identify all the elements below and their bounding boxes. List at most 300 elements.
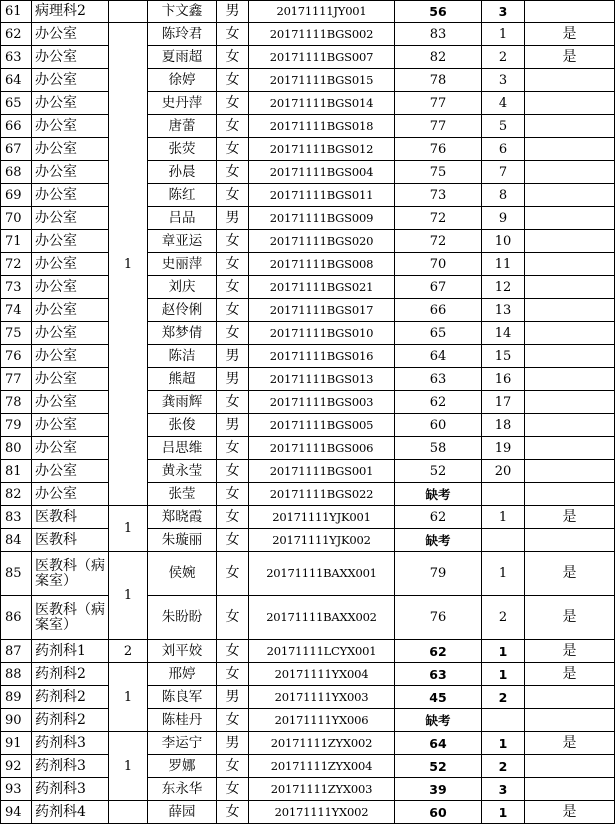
- rank-cell: 12: [482, 276, 525, 299]
- score-cell: 缺考: [395, 483, 482, 506]
- row-number-cell: 89: [1, 686, 32, 709]
- table-row: [1, 709, 615, 732]
- department-cell: 办公室: [32, 207, 109, 230]
- name-cell: 章亚运: [148, 230, 217, 253]
- exam-id-cell: 20171111LCYX001: [249, 640, 395, 663]
- row-number-cell: 83: [1, 506, 32, 529]
- exam-id-cell: 20171111YJK002: [249, 529, 395, 552]
- table-row: [1, 460, 615, 483]
- interview-mark-cell: 是: [525, 663, 615, 686]
- row-number-cell: 94: [1, 801, 32, 824]
- department-cell: 办公室: [32, 184, 109, 207]
- row-number-cell: 66: [1, 115, 32, 138]
- department-cell: 办公室: [32, 115, 109, 138]
- rank-cell: 2: [482, 755, 525, 778]
- department-cell: 医教科（病案室）: [32, 596, 109, 640]
- row-number-cell: 80: [1, 437, 32, 460]
- rank-cell: 1: [482, 506, 525, 529]
- interview-mark-cell: 是: [525, 640, 615, 663]
- score-cell: 60: [395, 414, 482, 437]
- table-row: [1, 529, 615, 552]
- rank-cell: 14: [482, 322, 525, 345]
- gender-cell: 女: [217, 115, 249, 138]
- gender-cell: 女: [217, 69, 249, 92]
- exam-id-cell: 20171111YX004: [249, 663, 395, 686]
- department-cell: 办公室: [32, 230, 109, 253]
- score-cell: 79: [395, 552, 482, 596]
- rank-cell: 16: [482, 368, 525, 391]
- gender-cell: 女: [217, 161, 249, 184]
- rank-cell: 3: [482, 778, 525, 801]
- name-cell: 吕品: [148, 207, 217, 230]
- interview-mark-cell: [525, 115, 615, 138]
- name-cell: 卞文鑫: [148, 1, 217, 23]
- exam-id-cell: 20171111BGS022: [249, 483, 395, 506]
- gender-cell: 女: [217, 276, 249, 299]
- quota-cell: 1: [109, 732, 148, 801]
- rank-cell: 1: [482, 663, 525, 686]
- row-number-cell: 90: [1, 709, 32, 732]
- name-cell: 张荧: [148, 138, 217, 161]
- interview-mark-cell: [525, 755, 615, 778]
- interview-mark-cell: 是: [525, 552, 615, 596]
- score-cell: 39: [395, 778, 482, 801]
- exam-id-cell: 20171111BGS020: [249, 230, 395, 253]
- row-number-cell: 67: [1, 138, 32, 161]
- rank-cell: 2: [482, 596, 525, 640]
- table-row: [1, 506, 615, 529]
- score-cell: 78: [395, 69, 482, 92]
- rank-cell: 18: [482, 414, 525, 437]
- table-row: [1, 138, 615, 161]
- department-cell: 药剂科1: [32, 640, 109, 663]
- row-number-cell: 85: [1, 552, 32, 596]
- score-cell: 62: [395, 391, 482, 414]
- rank-cell: 8: [482, 184, 525, 207]
- row-number-cell: 84: [1, 529, 32, 552]
- name-cell: 徐婷: [148, 69, 217, 92]
- interview-mark-cell: 是: [525, 506, 615, 529]
- gender-cell: 女: [217, 322, 249, 345]
- exam-id-cell: 20171111BGS009: [249, 207, 395, 230]
- score-cell: 75: [395, 161, 482, 184]
- row-number-cell: 74: [1, 299, 32, 322]
- interview-mark-cell: [525, 69, 615, 92]
- name-cell: 陈红: [148, 184, 217, 207]
- gender-cell: 女: [217, 230, 249, 253]
- table-row: [1, 640, 615, 663]
- department-cell: 病理科2: [32, 1, 109, 23]
- score-cell: 77: [395, 115, 482, 138]
- score-cell: 60: [395, 801, 482, 824]
- name-cell: 朱璇丽: [148, 529, 217, 552]
- rank-cell: 17: [482, 391, 525, 414]
- interview-mark-cell: [525, 1, 615, 23]
- rank-cell: 13: [482, 299, 525, 322]
- interview-mark-cell: 是: [525, 23, 615, 46]
- gender-cell: 女: [217, 437, 249, 460]
- name-cell: 罗娜: [148, 755, 217, 778]
- department-cell: 办公室: [32, 253, 109, 276]
- department-cell: 药剂科2: [32, 709, 109, 732]
- score-cell: 76: [395, 596, 482, 640]
- row-number-cell: 73: [1, 276, 32, 299]
- score-cell: 73: [395, 184, 482, 207]
- department-cell: 药剂科3: [32, 732, 109, 755]
- department-cell: 办公室: [32, 483, 109, 506]
- table-row: [1, 345, 615, 368]
- quota-cell: 1: [109, 663, 148, 732]
- department-cell: 医教科: [32, 529, 109, 552]
- interview-mark-cell: [525, 368, 615, 391]
- department-cell: 办公室: [32, 345, 109, 368]
- name-cell: 夏雨超: [148, 46, 217, 69]
- score-cell: 63: [395, 368, 482, 391]
- gender-cell: 女: [217, 23, 249, 46]
- rank-cell: 3: [482, 1, 525, 23]
- table-row: [1, 778, 615, 801]
- interview-mark-cell: 是: [525, 596, 615, 640]
- exam-id-cell: 20171111YX006: [249, 709, 395, 732]
- gender-cell: 女: [217, 640, 249, 663]
- score-cell: 58: [395, 437, 482, 460]
- exam-id-cell: 20171111YJK001: [249, 506, 395, 529]
- department-cell: 办公室: [32, 138, 109, 161]
- interview-mark-cell: [525, 253, 615, 276]
- gender-cell: 男: [217, 368, 249, 391]
- score-cell: 56: [395, 1, 482, 23]
- name-cell: 陈桂丹: [148, 709, 217, 732]
- gender-cell: 女: [217, 184, 249, 207]
- interview-mark-cell: [525, 778, 615, 801]
- rank-cell: 9: [482, 207, 525, 230]
- interview-mark-cell: [525, 207, 615, 230]
- department-cell: 办公室: [32, 437, 109, 460]
- table-row: [1, 552, 615, 596]
- table-row: [1, 92, 615, 115]
- gender-cell: 女: [217, 663, 249, 686]
- gender-cell: 女: [217, 755, 249, 778]
- gender-cell: 女: [217, 253, 249, 276]
- interview-mark-cell: [525, 322, 615, 345]
- exam-id-cell: 20171111ZYX003: [249, 778, 395, 801]
- name-cell: 史丹萍: [148, 92, 217, 115]
- rank-cell: [482, 709, 525, 732]
- score-cell: 83: [395, 23, 482, 46]
- interview-mark-cell: [525, 414, 615, 437]
- name-cell: 孙晨: [148, 161, 217, 184]
- score-cell: 82: [395, 46, 482, 69]
- row-number-cell: 68: [1, 161, 32, 184]
- row-number-cell: 69: [1, 184, 32, 207]
- row-number-cell: 62: [1, 23, 32, 46]
- name-cell: 唐蕾: [148, 115, 217, 138]
- quota-cell: 1: [109, 23, 148, 506]
- name-cell: 李运宁: [148, 732, 217, 755]
- exam-id-cell: 20171111BAXX001: [249, 552, 395, 596]
- table-row: [1, 184, 615, 207]
- score-cell: 72: [395, 207, 482, 230]
- table-row: [1, 414, 615, 437]
- score-cell: 65: [395, 322, 482, 345]
- quota-cell: 1: [109, 552, 148, 640]
- exam-id-cell: 20171111YX002: [249, 801, 395, 824]
- department-cell: 办公室: [32, 322, 109, 345]
- rank-cell: 6: [482, 138, 525, 161]
- score-cell: 缺考: [395, 709, 482, 732]
- gender-cell: 女: [217, 801, 249, 824]
- rank-cell: 1: [482, 23, 525, 46]
- row-number-cell: 86: [1, 596, 32, 640]
- exam-id-cell: 20171111BGS017: [249, 299, 395, 322]
- exam-id-cell: 20171111BGS004: [249, 161, 395, 184]
- gender-cell: 女: [217, 391, 249, 414]
- table-row: [1, 161, 615, 184]
- table-row: [1, 732, 615, 755]
- interview-mark-cell: [525, 483, 615, 506]
- rank-cell: 11: [482, 253, 525, 276]
- name-cell: 陈玲君: [148, 23, 217, 46]
- table-row: [1, 596, 615, 640]
- gender-cell: 男: [217, 1, 249, 23]
- gender-cell: 女: [217, 709, 249, 732]
- row-number-cell: 75: [1, 322, 32, 345]
- exam-id-cell: 20171111BGS001: [249, 460, 395, 483]
- table-row: [1, 276, 615, 299]
- department-cell: 办公室: [32, 414, 109, 437]
- rank-cell: 4: [482, 92, 525, 115]
- gender-cell: 女: [217, 529, 249, 552]
- interview-mark-cell: 是: [525, 801, 615, 824]
- exam-id-cell: 20171111BGS008: [249, 253, 395, 276]
- department-cell: 办公室: [32, 161, 109, 184]
- row-number-cell: 77: [1, 368, 32, 391]
- name-cell: 熊超: [148, 368, 217, 391]
- gender-cell: 男: [217, 207, 249, 230]
- department-cell: 药剂科3: [32, 755, 109, 778]
- table-row: [1, 686, 615, 709]
- table-row: [1, 368, 615, 391]
- exam-id-cell: 20171111BGS013: [249, 368, 395, 391]
- name-cell: 史丽萍: [148, 253, 217, 276]
- score-cell: 52: [395, 755, 482, 778]
- score-cell: 64: [395, 345, 482, 368]
- department-cell: 办公室: [32, 460, 109, 483]
- exam-id-cell: 20171111BGS006: [249, 437, 395, 460]
- row-number-cell: 65: [1, 92, 32, 115]
- rank-cell: [482, 483, 525, 506]
- rank-cell: 1: [482, 732, 525, 755]
- rank-cell: [482, 529, 525, 552]
- table-row: [1, 69, 615, 92]
- row-number-cell: 64: [1, 69, 32, 92]
- gender-cell: 女: [217, 138, 249, 161]
- rank-cell: 2: [482, 686, 525, 709]
- name-cell: 陈良军: [148, 686, 217, 709]
- interview-mark-cell: [525, 391, 615, 414]
- quota-cell: [109, 1, 148, 23]
- table-row: [1, 299, 615, 322]
- score-cell: 45: [395, 686, 482, 709]
- row-number-cell: 71: [1, 230, 32, 253]
- table-row: [1, 755, 615, 778]
- name-cell: 刘庆: [148, 276, 217, 299]
- table-row: [1, 253, 615, 276]
- score-cell: 77: [395, 92, 482, 115]
- gender-cell: 男: [217, 732, 249, 755]
- department-cell: 办公室: [32, 299, 109, 322]
- department-cell: 办公室: [32, 276, 109, 299]
- name-cell: 陈洁: [148, 345, 217, 368]
- score-cell: 缺考: [395, 529, 482, 552]
- gender-cell: 女: [217, 506, 249, 529]
- name-cell: 黄永莹: [148, 460, 217, 483]
- name-cell: 郑梦倩: [148, 322, 217, 345]
- row-number-cell: 70: [1, 207, 32, 230]
- name-cell: 龚雨辉: [148, 391, 217, 414]
- row-number-cell: 72: [1, 253, 32, 276]
- table-body: [1, 1, 615, 824]
- exam-id-cell: 20171111ZYX004: [249, 755, 395, 778]
- quota-cell: [109, 801, 148, 824]
- interview-mark-cell: [525, 138, 615, 161]
- department-cell: 办公室: [32, 92, 109, 115]
- rank-cell: 20: [482, 460, 525, 483]
- gender-cell: 男: [217, 345, 249, 368]
- name-cell: 吕思维: [148, 437, 217, 460]
- table-row: [1, 437, 615, 460]
- row-number-cell: 61: [1, 1, 32, 23]
- exam-id-cell: 20171111BGS014: [249, 92, 395, 115]
- rank-cell: 1: [482, 640, 525, 663]
- interview-mark-cell: [525, 437, 615, 460]
- gender-cell: 女: [217, 552, 249, 596]
- interview-mark-cell: [525, 345, 615, 368]
- gender-cell: 女: [217, 92, 249, 115]
- exam-id-cell: 20171111BGS010: [249, 322, 395, 345]
- table-row: [1, 1, 615, 23]
- exam-id-cell: 20171111BGS016: [249, 345, 395, 368]
- rank-cell: 10: [482, 230, 525, 253]
- gender-cell: 男: [217, 414, 249, 437]
- table-row: [1, 391, 615, 414]
- department-cell: 药剂科2: [32, 686, 109, 709]
- name-cell: 张莹: [148, 483, 217, 506]
- gender-cell: 男: [217, 686, 249, 709]
- score-cell: 63: [395, 663, 482, 686]
- interview-mark-cell: [525, 709, 615, 732]
- name-cell: 赵伶俐: [148, 299, 217, 322]
- table-row: [1, 115, 615, 138]
- row-number-cell: 63: [1, 46, 32, 69]
- table-row: [1, 801, 615, 824]
- name-cell: 侯婉: [148, 552, 217, 596]
- interview-mark-cell: [525, 161, 615, 184]
- table-row: [1, 23, 615, 46]
- score-cell: 72: [395, 230, 482, 253]
- table-row: [1, 322, 615, 345]
- table-row: [1, 46, 615, 69]
- score-cell: 52: [395, 460, 482, 483]
- department-cell: 办公室: [32, 23, 109, 46]
- gender-cell: 女: [217, 483, 249, 506]
- department-cell: 办公室: [32, 391, 109, 414]
- department-cell: 办公室: [32, 69, 109, 92]
- interview-mark-cell: [525, 460, 615, 483]
- interview-mark-cell: 是: [525, 46, 615, 69]
- rank-cell: 2: [482, 46, 525, 69]
- name-cell: 刘平姣: [148, 640, 217, 663]
- rank-cell: 7: [482, 161, 525, 184]
- quota-cell: 1: [109, 506, 148, 552]
- interview-mark-cell: [525, 686, 615, 709]
- interview-mark-cell: [525, 230, 615, 253]
- exam-id-cell: 20171111ZYX002: [249, 732, 395, 755]
- department-cell: 药剂科4: [32, 801, 109, 824]
- row-number-cell: 76: [1, 345, 32, 368]
- exam-id-cell: 20171111BGS021: [249, 276, 395, 299]
- row-number-cell: 91: [1, 732, 32, 755]
- rank-cell: 19: [482, 437, 525, 460]
- gender-cell: 女: [217, 46, 249, 69]
- score-cell: 62: [395, 506, 482, 529]
- gender-cell: 女: [217, 460, 249, 483]
- name-cell: 东永华: [148, 778, 217, 801]
- exam-id-cell: 20171111BGS005: [249, 414, 395, 437]
- interview-mark-cell: [525, 299, 615, 322]
- interview-mark-cell: [525, 92, 615, 115]
- table-row: [1, 230, 615, 253]
- gender-cell: 女: [217, 299, 249, 322]
- exam-id-cell: 20171111BGS002: [249, 23, 395, 46]
- score-cell: 67: [395, 276, 482, 299]
- row-number-cell: 92: [1, 755, 32, 778]
- score-cell: 64: [395, 732, 482, 755]
- department-cell: 医教科（病案室）: [32, 552, 109, 596]
- department-cell: 药剂科2: [32, 663, 109, 686]
- row-number-cell: 88: [1, 663, 32, 686]
- table-row: [1, 663, 615, 686]
- table-row: [1, 483, 615, 506]
- name-cell: 郑晓霞: [148, 506, 217, 529]
- exam-id-cell: 20171111BGS011: [249, 184, 395, 207]
- rank-cell: 1: [482, 552, 525, 596]
- exam-id-cell: 20171111BGS018: [249, 115, 395, 138]
- exam-id-cell: 20171111BGS012: [249, 138, 395, 161]
- row-number-cell: 81: [1, 460, 32, 483]
- department-cell: 医教科: [32, 506, 109, 529]
- row-number-cell: 87: [1, 640, 32, 663]
- interview-mark-cell: [525, 529, 615, 552]
- name-cell: 邢婷: [148, 663, 217, 686]
- row-number-cell: 78: [1, 391, 32, 414]
- score-cell: 62: [395, 640, 482, 663]
- department-cell: 办公室: [32, 368, 109, 391]
- score-cell: 76: [395, 138, 482, 161]
- gender-cell: 女: [217, 778, 249, 801]
- score-cell: 66: [395, 299, 482, 322]
- gender-cell: 女: [217, 596, 249, 640]
- interview-mark-cell: [525, 184, 615, 207]
- name-cell: 张俊: [148, 414, 217, 437]
- interview-mark-cell: [525, 276, 615, 299]
- table-row: [1, 207, 615, 230]
- quota-cell: 2: [109, 640, 148, 663]
- rank-cell: 15: [482, 345, 525, 368]
- row-number-cell: 93: [1, 778, 32, 801]
- row-number-cell: 82: [1, 483, 32, 506]
- rank-cell: 1: [482, 801, 525, 824]
